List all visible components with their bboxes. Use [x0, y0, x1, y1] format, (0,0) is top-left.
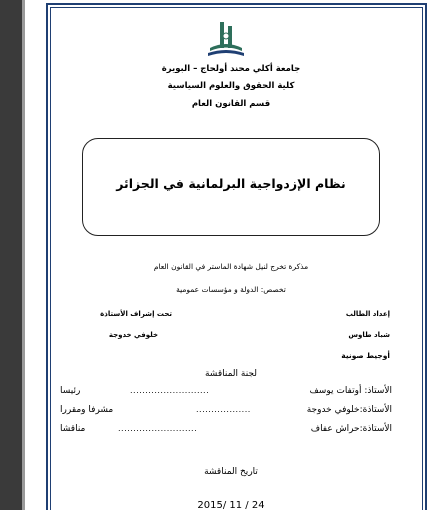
faculty-name: كلية الحقوق والعلوم السياسية	[167, 81, 295, 91]
supervisor-label: تحت إشراف الأستاذة	[100, 310, 172, 318]
department-name: قسم القانون العام	[191, 99, 271, 109]
degree-note: مذكرة تخرج لنيل شهادة الماستر في القانون العام	[153, 262, 309, 271]
thesis-title: نظام الإزدواجية البرلمانية في الجزائر	[116, 176, 346, 191]
committee-member-role: مشرفا ومقررا	[60, 405, 114, 415]
committee-member-role: مناقشا	[60, 424, 86, 434]
committee-member-name: الأستاذة:خلوفي خدوجة	[306, 405, 392, 415]
committee-member-role: رئيسا	[60, 386, 81, 396]
committee-member-name: الأستاذ: أوتفات يوسف	[309, 386, 392, 396]
university-name: جامعة أكلي محند أولحاج – البويرة	[161, 64, 301, 74]
committee-member-dots: ..........................	[118, 424, 198, 433]
student-name: أوجيط صونية	[341, 351, 390, 360]
specialty: تخصص: الدولة و مؤسسات عمومية	[176, 285, 286, 294]
university-logo	[206, 18, 246, 60]
committee-member-name: الأستاذة:حراش عفاف	[310, 424, 392, 434]
page-edge	[22, 0, 25, 510]
supervisor-name: خلوفي خدوجة	[108, 331, 158, 339]
committee-member-dots: ..................	[196, 405, 251, 414]
document-page	[22, 0, 430, 510]
student-name: شباد طاوس	[348, 331, 390, 339]
defense-date: 2015/ 11 / 24	[197, 500, 265, 510]
committee-title: لجنة المناقشة	[204, 369, 257, 379]
defense-date-label: تاريخ المناقشة	[204, 467, 258, 477]
committee-member-dots: ..........................	[130, 386, 210, 395]
prepared-by-label: إعداد الطالب	[345, 310, 390, 318]
